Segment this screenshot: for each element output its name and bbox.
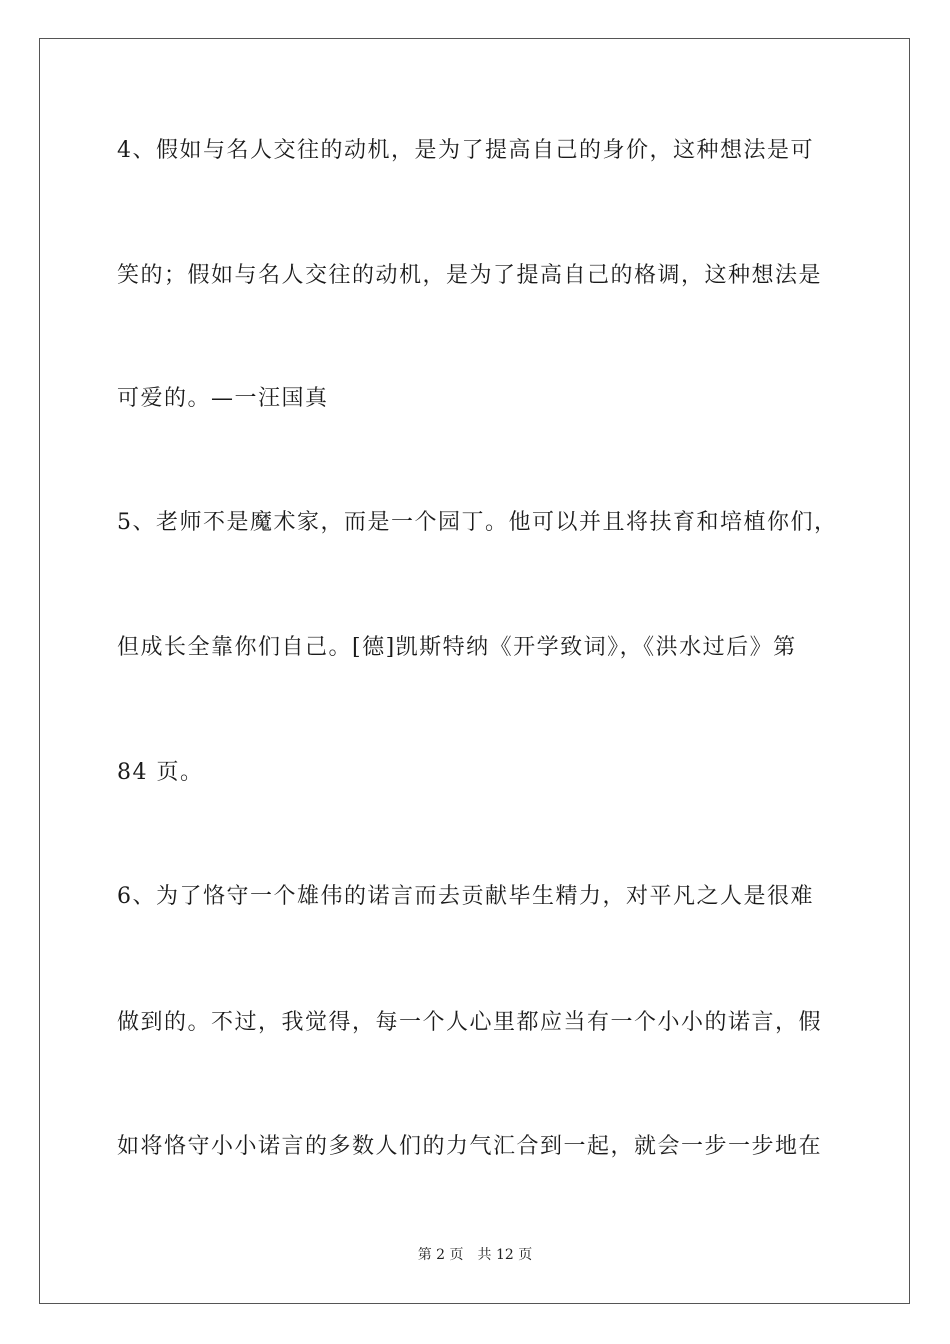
text-line: 5、老师不是魔术家，而是一个园丁。他可以并且将扶育和培植你们， [117,510,838,535]
page-number: 第 2 页 [417,1247,464,1263]
text-line: 4、假如与名人交往的动机，是为了提高自己的身价，这种想法是可 [117,138,814,163]
text-line: 可爱的。—一汪国真 [117,386,329,411]
page-total: 共 12 页 [477,1247,533,1263]
text-line: 6、为了恪守一个雄伟的诺言而去贡献毕生精力，对平凡之人是很难 [117,884,814,909]
text-line: 做到的。不过，我觉得，每一个人心里都应当有一个小小的诺言，假 [117,1010,823,1035]
text-line: 但成长全靠你们自己。[德]凯斯特纳《开学致词》，《洪水过后》第 [117,635,797,660]
text-line: 84 页。 [117,760,204,785]
page-border [39,38,910,1304]
text-line: 笑的；假如与名人交往的动机，是为了提高自己的格调，这种想法是 [117,263,823,288]
text-line: 如将恪守小小诺言的多数人们的力气汇合到一起，就会一步一步地在 [117,1134,823,1159]
page-footer [0,1246,950,1264]
